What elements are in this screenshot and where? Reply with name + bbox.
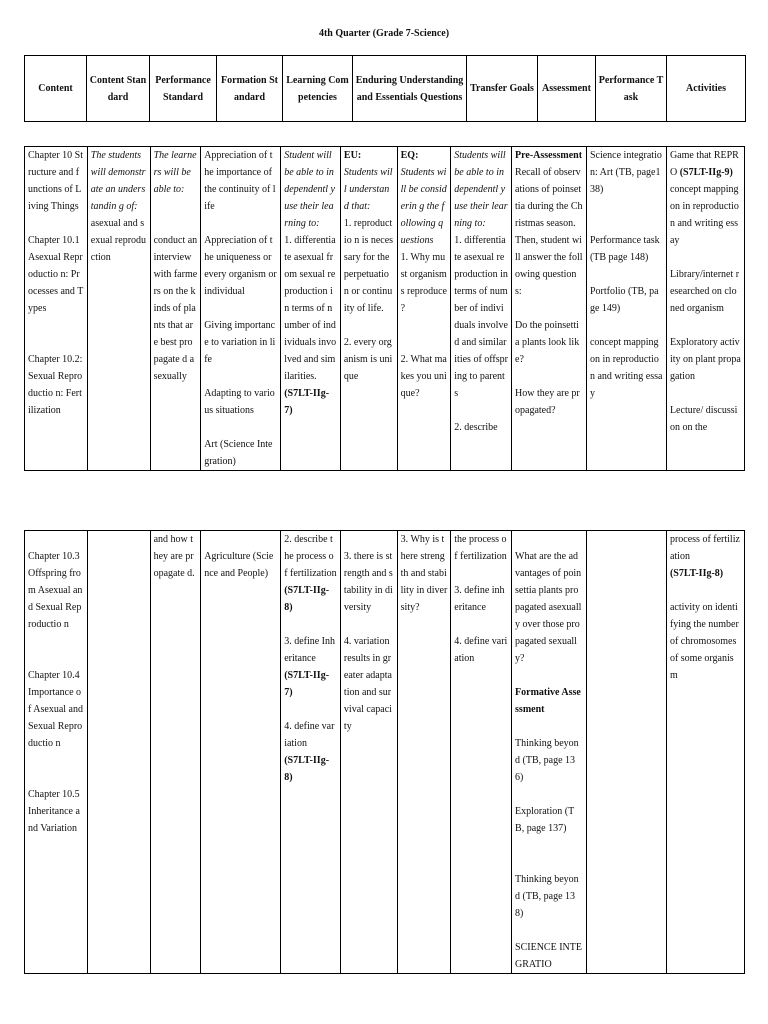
pre-assessment-label: Pre-Assessment <box>515 150 583 161</box>
activities-text-1: process of fertilization <box>669 534 740 562</box>
learning-competencies-cell <box>281 147 341 471</box>
assessment-text: Recall of observations of poinsettia during the Christmas season. Then, student will answer the following questions: Do the poinsettia plants look like? How they are propagated? <box>515 167 583 416</box>
header-performance-standard: Performance Standard <box>150 56 217 122</box>
content-standard-cell <box>87 147 150 471</box>
eq-intro: Students will be considerin g the following questions <box>400 167 447 246</box>
enduring-understanding-cell: 3. there is strength and stability in diversity 4. variation results in greater adaptation and survival capacity <box>340 531 397 974</box>
header-learning-competencies: Learning Competencies <box>283 56 353 122</box>
enduring-understanding-cell <box>340 147 397 471</box>
header-table <box>24 55 746 122</box>
learning-item-3: 3. define Inheritance <box>284 636 336 664</box>
learning-intro: Student will be able to independentl y use their learning to: <box>284 150 335 229</box>
activities-cell <box>666 531 744 974</box>
performance-standard-intro: The learners will be able to: <box>153 150 197 195</box>
performance-task-cell <box>586 531 666 974</box>
eu-label: EU: <box>343 150 362 161</box>
eq-label: EQ: <box>400 150 419 161</box>
eq-text: 1. Why must organisms reproduce ? 2. What makes you unique? <box>400 252 447 399</box>
curriculum-table-page-2 <box>24 530 745 974</box>
formation-standard-cell: Agriculture (Science and People) <box>201 531 281 974</box>
content-standard-intro: The students will demonstrate an understandin g of: <box>90 150 146 212</box>
essential-questions-cell: 3. Why is there strength and stability in diversity? <box>397 531 451 974</box>
activities-cell <box>666 147 744 471</box>
eu-text: 1. reproductio n is necessary for the perpetuatio n or continuity of life. 2. every organism is unique <box>343 218 394 382</box>
transfer-intro: Students will be able to independentl y use their learning to: <box>454 150 508 229</box>
learning-code-3: (S7LT-IIg-7) <box>284 670 330 698</box>
learning-code-2: (S7LT-IIg-8) <box>284 585 330 613</box>
document-title: 4th Quarter (Grade 7-Science) <box>318 28 450 39</box>
content-cell: Chapter 10 Structure and functions of Living Things Chapter 10.1 Asexual Reproductio n: Processes and Types Chapter 10.2: Sexual Reproductio n: Fertilization <box>25 147 88 471</box>
curriculum-table-page-1 <box>24 146 745 471</box>
header-enduring-understanding: Enduring Understanding and Essentials Questions <box>353 56 467 122</box>
content-standard-text: asexual and sexual reproduction <box>90 218 147 263</box>
learning-code: (S7LT-IIg-7) <box>284 388 330 416</box>
header-content: Content <box>25 56 87 122</box>
transfer-text: 1. differentiate asexual reproduction in terms of number of individuals involved and similarities of offspring to parents 2. describe <box>454 235 508 433</box>
transfer-goals-cell <box>451 147 512 471</box>
learning-item-4: 4. define variation <box>284 721 335 749</box>
eu-intro: Students will understand that: <box>343 167 393 212</box>
learning-code-4: (S7LT-IIg-8) <box>284 755 330 783</box>
content-standard-cell <box>87 531 150 974</box>
essential-questions-cell <box>397 147 451 471</box>
activities-text-2: activity on identifying the number of chromosomes of some organism <box>669 602 739 681</box>
activities-code: (S7LT-IIg-8) <box>669 568 724 579</box>
transfer-goals-cell: the process of fertilization 3. define inheritance 4. define variation <box>451 531 512 974</box>
formative-assessment-label: Formative Assessment <box>515 687 581 715</box>
header-activities: Activities <box>667 56 746 122</box>
header-assessment: Assessment <box>538 56 596 122</box>
performance-standard-cell <box>150 147 201 471</box>
header-transfer-goals: Transfer Goals <box>467 56 538 122</box>
table-row <box>25 531 745 974</box>
table-row <box>25 147 745 471</box>
assessment-cell <box>512 531 587 974</box>
performance-task-cell: Science integration: Art (TB, page138) Performance task (TB page 148) Portfolio (TB, page 149) concept mapping on in reproduction and writing essay <box>586 147 666 471</box>
content-cell: Chapter 10.3 Offspring from Asexual and Sexual Reproductio n Chapter 10.4 Importance of Asexual and Sexual Reproductio n Chapter 10.5 Inheritance and Variation <box>25 531 88 974</box>
learning-text: 1. differentiate asexual from sexual reproduction in terms of number of individuals involved and similarities. <box>284 235 337 382</box>
activities-intro: Game that REPRO <box>669 150 739 178</box>
assessment-cell <box>512 147 587 471</box>
header-content-standard: Content Standard <box>87 56 150 122</box>
assessment-items: Thinking beyond (TB, page 136) Exploration (TB, page 137) Thinking beyond (TB, page 138) SCIENCE INTEGRATIO <box>515 738 582 970</box>
activities-text: concept mapping on in reproduction and writing essay Library/internet researched on cloned organism Exploratory activity on plant propagation Lecture/ discussion on the <box>669 184 741 433</box>
performance-standard-cell: and how they are propagate d. <box>150 531 201 974</box>
performance-standard-text: conduct an interview with farmers on the kinds of plants that are best propagate d asexually <box>153 235 198 382</box>
assessment-text: What are the advantages of poinsettia plants propagated asexually over those propagated sexually? <box>515 551 582 664</box>
learning-competencies-cell <box>281 531 341 974</box>
learning-item-2: 2. describe the process of fertilization <box>284 534 337 579</box>
header-formation-standard: Formation Standard <box>217 56 283 122</box>
header-performance-task: Performance Task <box>596 56 667 122</box>
activities-code: (S7LT-IIg-9) <box>679 167 733 178</box>
formation-standard-cell: Appreciation of the importance of the continuity of life Appreciation of the uniqueness or every organism or individual Giving importance to variation in life Adapting to various situations Art (Science Integration) <box>201 147 281 471</box>
